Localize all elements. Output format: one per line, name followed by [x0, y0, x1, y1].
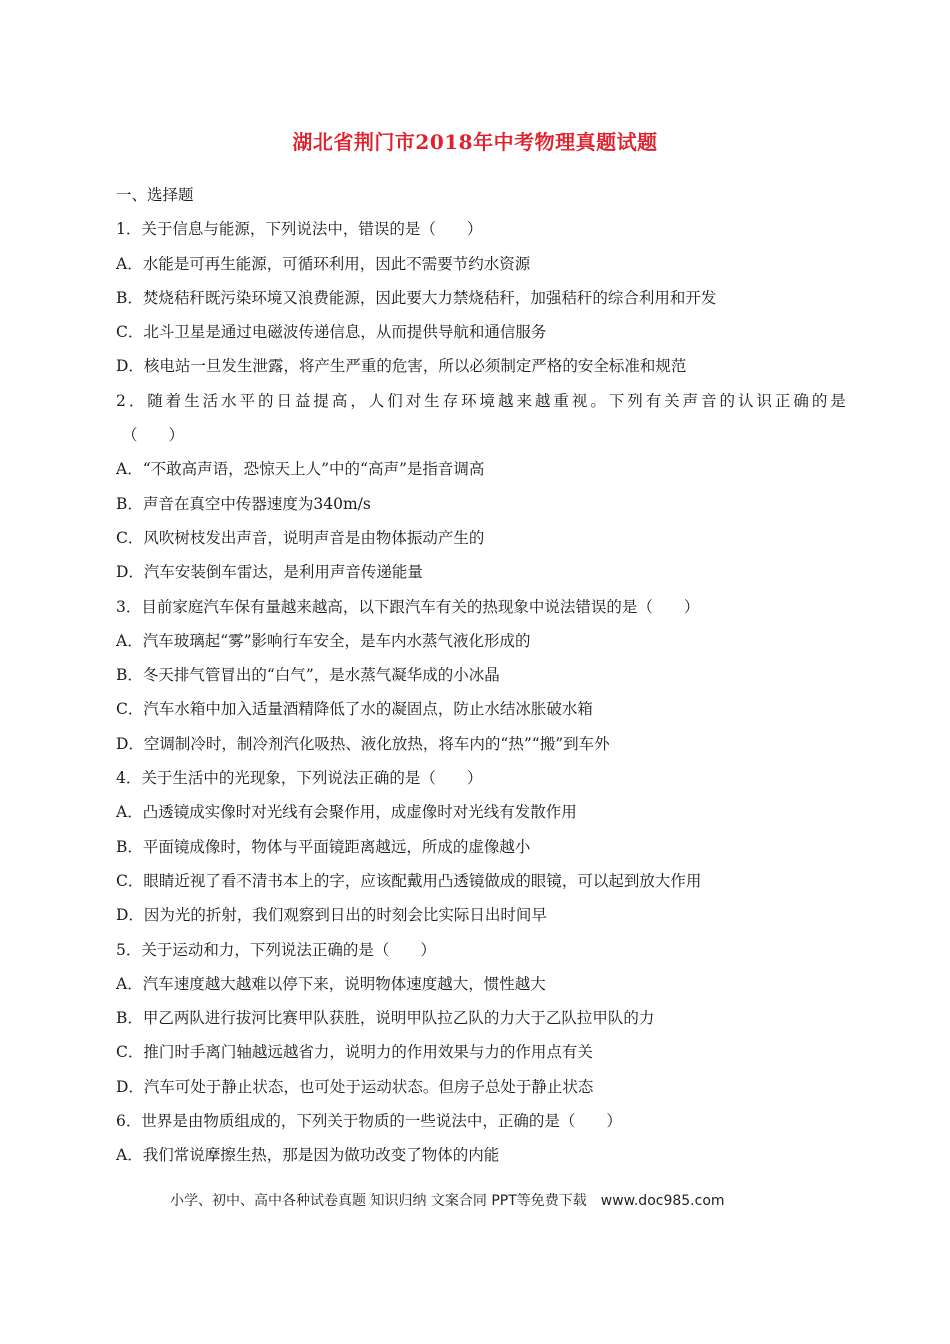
question-1-stem: 1．关于信息与能源，下列说法中，错误的是（ ）: [116, 220, 483, 239]
question-6-stem: 6．世界是由物质组成的，下列关于物质的一些说法中，正确的是（ ）: [116, 1112, 622, 1131]
question-4-option-c: C．眼睛近视了看不清书本上的字，应该配戴用凸透镜做成的眼镜，可以起到放大作用: [116, 871, 702, 890]
document-title: 湖北省荆门市2018年中考物理真题试题: [292, 130, 658, 154]
question-2-option-c: C．风吹树枝发出声音，说明声音是由物体振动产生的: [116, 528, 485, 547]
question-2-option-b: B．声音在真空中传器速度为340m/s: [116, 494, 371, 513]
question-3-option-b: B．冬天排气管冒出的“白气”，是水蒸气凝华成的小冰晶: [116, 666, 500, 685]
question-5-stem: 5．关于运动和力，下列说法正确的是（ ）: [116, 940, 436, 959]
question-3-option-a: A．汽车玻璃起“雾”影响行车安全，是车内水蒸气液化形成的: [116, 631, 531, 650]
question-1-option-a: A．水能是可再生能源，可循环利用，因此不需要节约水资源: [116, 254, 531, 273]
question-3-stem: 3．目前家庭汽车保有量越来越高，以下跟汽车有关的热现象中说法错误的是（ ）: [116, 597, 700, 616]
footer-note: 小学、初中、高中各种试卷真题 知识归纳 文案合同 PPT等免费下载 www.doc985.com: [170, 1193, 725, 1209]
question-2-stem-continued: （ ）: [122, 426, 185, 445]
question-6-option-a: A．我们常说摩擦生热，那是因为做功改变了物体的内能: [116, 1146, 500, 1165]
question-5-option-b: B．甲乙两队进行拔河比赛甲队获胜，说明甲队拉乙队的力大于乙队拉甲队的力: [116, 1009, 655, 1028]
question-4-option-a: A．凸透镜成实像时对光线有会聚作用，成虚像时对光线有发散作用: [116, 803, 577, 822]
question-1-option-b: B．焚烧秸秆既污染环境又浪费能源，因此要大力禁烧秸秆，加强秸秆的综合利用和开发: [116, 288, 717, 307]
question-5-option-a: A．汽车速度越大越难以停下来，说明物体速度越大，惯性越大: [116, 974, 546, 993]
question-2-stem: 2．随着生活水平的日益提高，人们对生存环境越来越重视。下列有关声音的认识正确的是: [116, 391, 846, 410]
question-3-option-d: D．空调制冷时，制冷剂汽化吸热、液化放热，将车内的“热”“搬”到车外: [116, 734, 610, 753]
question-4-stem: 4．关于生活中的光现象，下列说法正确的是（ ）: [116, 769, 483, 788]
question-5-option-d: D．汽车可处于静止状态，也可处于运动状态。但房子总处于静止状态: [116, 1077, 594, 1096]
document-body: [116, 178, 846, 1173]
question-4-option-b: B．平面镜成像时，物体与平面镜距离越远，所成的虚像越小: [116, 837, 531, 856]
question-1-option-d: D．核电站一旦发生泄露，将产生严重的危害，所以必须制定严格的安全标准和规范: [116, 357, 687, 376]
question-1-option-c: C．北斗卫星是通过电磁波传递信息，从而提供导航和通信服务: [116, 323, 547, 342]
section-heading: 一、选择题: [116, 186, 194, 204]
question-2-option-a: A．“不敢高声语，恐惊天上人”中的“高声”是指音调高: [116, 460, 485, 479]
question-2-option-d: D．汽车安装倒车雷达，是利用声音传递能量: [116, 563, 423, 582]
question-5-option-c: C．推门时手离门轴越远越省力，说明力的作用效果与力的作用点有关: [116, 1043, 593, 1062]
question-4-option-d: D．因为光的折射，我们观察到日出的时刻会比实际日出时间早: [116, 906, 547, 925]
question-3-option-c: C．汽车水箱中加入适量酒精降低了水的凝固点，防止水结冰胀破水箱: [116, 700, 593, 719]
